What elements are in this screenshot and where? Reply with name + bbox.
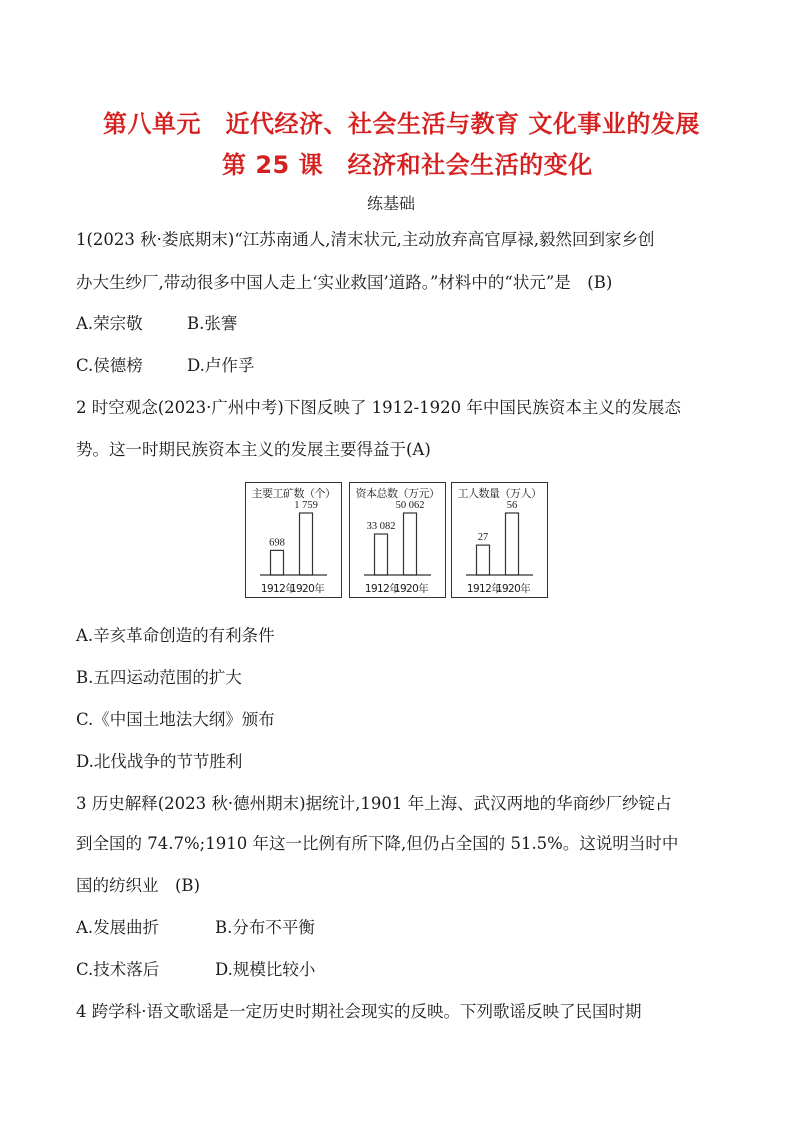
- chart-title: 主要工矿数（个）: [251, 487, 336, 500]
- chart-title: 工人数量（万人）: [457, 487, 542, 500]
- q1-option-a[interactable]: A.荣宗敬: [76, 314, 143, 333]
- q2-option-c[interactable]: C.《中国土地法大纲》颁布: [76, 710, 275, 729]
- chart-bar: [506, 513, 519, 575]
- q1-stem-line1: 1(2023 秋·娄底期末)“江苏南通人,清末状元,主动放弃高官厚禄,毅然回到家乡创: [76, 230, 655, 249]
- chart-value-label: 56: [506, 500, 518, 511]
- q3-stem-line2: 到全国的 74.7%;1910 年这一比例有所下降,但仍占全国的 51.5%。这说明当时中: [76, 834, 679, 853]
- chart-value-label: 33 082: [366, 521, 396, 533]
- chart-panel-mines: [245, 482, 342, 598]
- chart-category-label: 1920年: [289, 583, 325, 595]
- chart-value-label: 27: [477, 532, 489, 544]
- q1-option-c[interactable]: C.侯德榜: [76, 356, 143, 375]
- chart-bar: [300, 513, 313, 575]
- chart-value-label: 698: [269, 537, 285, 549]
- q2-option-b[interactable]: B.五四运动范围的扩大: [76, 668, 242, 687]
- q3-stem-line3: 国的纺织业 (B): [76, 876, 200, 895]
- chart-value-label: 1 759: [294, 500, 318, 511]
- q1-stem-line2: 办大生纱厂,带动很多中国人走上‘实业救国’道路。”材料中的“状元”是 (B): [76, 273, 613, 292]
- chart-panel-capital: [349, 482, 446, 598]
- q2-option-a[interactable]: A.辛亥革命创造的有利条件: [76, 626, 275, 645]
- chart-category-label: 1920年: [495, 583, 531, 595]
- chart-bar: [271, 550, 284, 575]
- chart-category-label: 1912年: [260, 583, 296, 595]
- lesson-title: 第 25 课 经济和社会生活的变化: [222, 151, 593, 179]
- q1-option-b[interactable]: B.张謇: [187, 314, 238, 333]
- section-label: 练基础: [367, 194, 416, 213]
- chart-category-label: 1920年: [393, 583, 429, 595]
- q2-option-d[interactable]: D.北伐战争的节节胜利: [76, 752, 243, 771]
- chart-svg: [246, 483, 341, 597]
- q1-option-d[interactable]: D.卢作孚: [187, 356, 255, 375]
- q2-chart-figure: [245, 482, 547, 598]
- q3-option-c[interactable]: C.技术落后: [76, 960, 160, 979]
- chart-bar: [404, 513, 417, 575]
- chart-value-label: 50 062: [395, 500, 425, 511]
- chart-svg: [452, 483, 547, 597]
- q3-stem-line1: 3 历史解释(2023 秋·德州期末)据统计,1901 年上海、武汉两地的华商纱厂纱锭占: [76, 794, 672, 813]
- chart-bar: [477, 545, 490, 575]
- chart-title: 资本总数（万元）: [355, 487, 440, 500]
- q3-option-b[interactable]: B.分布不平衡: [215, 918, 315, 937]
- chart-category-label: 1912年: [466, 583, 502, 595]
- q3-option-a[interactable]: A.发展曲折: [76, 918, 160, 937]
- chart-category-label: 1912年: [364, 583, 400, 595]
- q4-stem-line1: 4 跨学科·语文歌谣是一定历史时期社会现实的反映。下列歌谣反映了民国时期: [76, 1002, 642, 1021]
- q3-option-d[interactable]: D.规模比较小: [215, 960, 316, 979]
- q2-stem-line1: 2 时空观念(2023·广州中考)下图反映了 1912-1920 年中国民族资本主义的发展态: [76, 398, 681, 417]
- chart-bar: [375, 534, 388, 575]
- chart-svg: [350, 483, 445, 597]
- chart-panel-workers: [451, 482, 548, 598]
- q2-stem-line2: 势。这一时期民族资本主义的发展主要得益于(A): [76, 440, 431, 459]
- unit-title: 第八单元 近代经济、社会生活与教育 文化事业的发展: [103, 110, 700, 138]
